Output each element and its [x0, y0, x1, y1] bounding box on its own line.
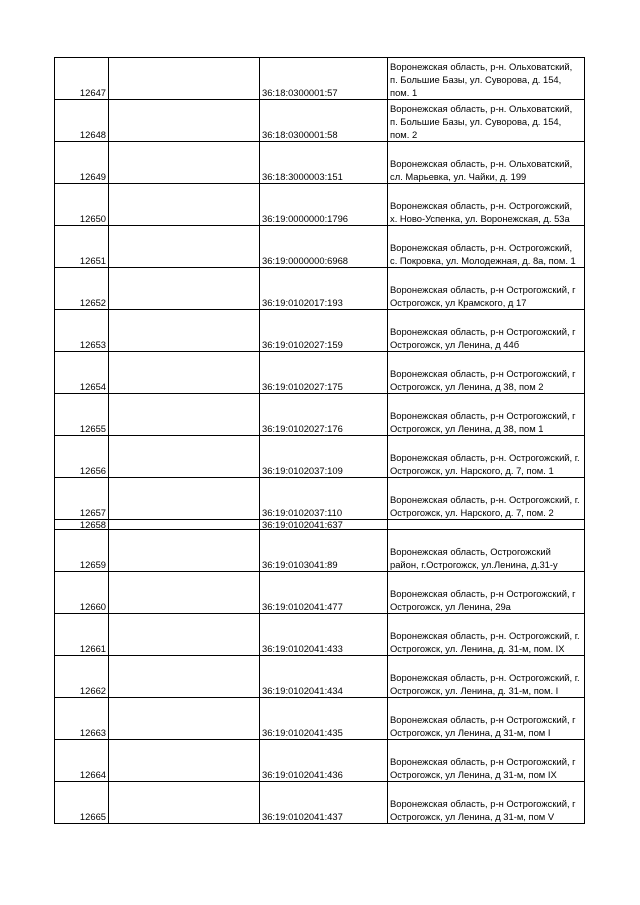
record-number-cell: 12652: [55, 268, 109, 310]
table-row: [55, 572, 585, 614]
cadastral-number-cell: 36:19:0102037:110: [260, 478, 388, 520]
cadastral-number-cell: 36:19:0102041:437: [260, 782, 388, 824]
empty-cell: [109, 572, 260, 614]
address-cell: Воронежская область, р-н. Ольховатский, п. Большие Базы, ул. Суворова, д. 154, пом. 2: [388, 100, 585, 142]
empty-cell: [109, 352, 260, 394]
cadastral-number-cell: 36:19:0102027:176: [260, 394, 388, 436]
address-cell: Воронежская область, р-н. Ольховатский, п. Большие Базы, ул. Суворова, д. 154, пом. 1: [388, 58, 585, 100]
cadastral-number-cell: 36:19:0102041:477: [260, 572, 388, 614]
record-number-cell: 12650: [55, 184, 109, 226]
cadastral-number-cell: 36:18:0300001:57: [260, 58, 388, 100]
address-cell: Воронежская область, р-н. Ольховатский, сл. Марьевка, ул. Чайки, д. 199: [388, 142, 585, 184]
cadastral-number-cell: 36:19:0000000:6968: [260, 226, 388, 268]
record-number-cell: 12659: [55, 530, 109, 572]
record-number-cell: 12662: [55, 656, 109, 698]
address-cell: Воронежская область, р-н Острогожский, г Острогожск, ул Ленина, д 31-м, пом I: [388, 698, 585, 740]
cadastral-number-cell: 36:19:0102041:436: [260, 740, 388, 782]
address-cell: Воронежская область, р-н Острогожский, г Острогожск, ул Ленина, д 31-м, пом IX: [388, 740, 585, 782]
empty-cell: [109, 782, 260, 824]
cadastral-number-cell: 36:19:0102027:175: [260, 352, 388, 394]
empty-cell: [109, 394, 260, 436]
table-row: [55, 478, 585, 520]
empty-cell: [109, 226, 260, 268]
cadastral-number-cell: 36:19:0102041:637: [260, 520, 388, 530]
record-number-cell: 12651: [55, 226, 109, 268]
table-row: [55, 184, 585, 226]
address-cell: Воронежская область, р-н. Острогожский, г. Острогожск, ул. Ленина, д. 31-м, пом. IX: [388, 614, 585, 656]
address-cell: Воронежская область, р-н Острогожский, г Острогожск, ул Ленина, д 44б: [388, 310, 585, 352]
address-cell: Воронежская область, р-н Острогожский, г Острогожск, ул Крамского, д 17: [388, 268, 585, 310]
address-cell: Воронежская область, р-н Острогожский, г Острогожск, ул Ленина, д 38, пом 1: [388, 394, 585, 436]
record-number-cell: 12665: [55, 782, 109, 824]
address-cell: Воронежская область, р-н. Острогожский, г. Острогожск, ул. Ленина, д. 31-м, пом. I: [388, 656, 585, 698]
table-row: [55, 614, 585, 656]
record-number-cell: 12661: [55, 614, 109, 656]
cadastral-number-cell: 36:19:0102037:109: [260, 436, 388, 478]
empty-cell: [109, 142, 260, 184]
table-row: [55, 782, 585, 824]
registry-table-body: [55, 58, 585, 824]
address-cell: [388, 520, 585, 530]
record-number-cell: 12658: [55, 520, 109, 530]
address-cell: Воронежская область, р-н. Острогожский, г. Острогожск, ул. Нарского, д. 7, пом. 1: [388, 436, 585, 478]
record-number-cell: 12655: [55, 394, 109, 436]
cadastral-number-cell: 36:19:0103041:89: [260, 530, 388, 572]
record-number-cell: 12657: [55, 478, 109, 520]
empty-cell: [109, 100, 260, 142]
empty-cell: [109, 530, 260, 572]
empty-cell: [109, 614, 260, 656]
registry-table: [54, 57, 585, 824]
address-cell: Воронежская область, р-н. Острогожский, с. Покровка, ул. Молодежная, д. 8а, пом. 1: [388, 226, 585, 268]
address-cell: Воронежская область, Острогожский район, г.Острогожск, ул.Ленина, д.31-у: [388, 530, 585, 572]
table-row: [55, 394, 585, 436]
record-number-cell: 12654: [55, 352, 109, 394]
empty-cell: [109, 58, 260, 100]
record-number-cell: 12653: [55, 310, 109, 352]
cadastral-number-cell: 36:19:0102041:434: [260, 656, 388, 698]
table-row: [55, 520, 585, 530]
table-row: [55, 698, 585, 740]
cadastral-number-cell: 36:18:3000003:151: [260, 142, 388, 184]
record-number-cell: 12664: [55, 740, 109, 782]
table-row: [55, 656, 585, 698]
table-row: [55, 142, 585, 184]
cadastral-number-cell: 36:19:0102041:435: [260, 698, 388, 740]
record-number-cell: 12663: [55, 698, 109, 740]
document-page: [54, 57, 584, 824]
address-cell: Воронежская область, р-н Острогожский, г Острогожск, ул Ленина, 29а: [388, 572, 585, 614]
record-number-cell: 12656: [55, 436, 109, 478]
cadastral-number-cell: 36:19:0102017:193: [260, 268, 388, 310]
empty-cell: [109, 740, 260, 782]
table-row: [55, 226, 585, 268]
cadastral-number-cell: 36:19:0102027:159: [260, 310, 388, 352]
record-number-cell: 12660: [55, 572, 109, 614]
cadastral-number-cell: 36:19:0102041:433: [260, 614, 388, 656]
record-number-cell: 12648: [55, 100, 109, 142]
record-number-cell: 12649: [55, 142, 109, 184]
record-number-cell: 12647: [55, 58, 109, 100]
address-cell: Воронежская область, р-н Острогожский, г Острогожск, ул Ленина, д 31-м, пом V: [388, 782, 585, 824]
empty-cell: [109, 656, 260, 698]
table-row: [55, 310, 585, 352]
empty-cell: [109, 310, 260, 352]
empty-cell: [109, 184, 260, 226]
table-row: [55, 740, 585, 782]
empty-cell: [109, 268, 260, 310]
address-cell: Воронежская область, р-н Острогожский, г Острогожск, ул Ленина, д 38, пом 2: [388, 352, 585, 394]
cadastral-number-cell: 36:18:0300001:58: [260, 100, 388, 142]
address-cell: Воронежская область, р-н. Острогожский, х. Ново-Успенка, ул. Воронежская, д. 53а: [388, 184, 585, 226]
table-row: [55, 268, 585, 310]
empty-cell: [109, 520, 260, 530]
empty-cell: [109, 478, 260, 520]
address-cell: Воронежская область, р-н. Острогожский, г. Острогожск, ул. Нарского, д. 7, пом. 2: [388, 478, 585, 520]
table-row: [55, 436, 585, 478]
empty-cell: [109, 436, 260, 478]
table-row: [55, 530, 585, 572]
table-row: [55, 352, 585, 394]
empty-cell: [109, 698, 260, 740]
table-row: [55, 100, 585, 142]
cadastral-number-cell: 36:19:0000000:1796: [260, 184, 388, 226]
table-row: [55, 58, 585, 100]
